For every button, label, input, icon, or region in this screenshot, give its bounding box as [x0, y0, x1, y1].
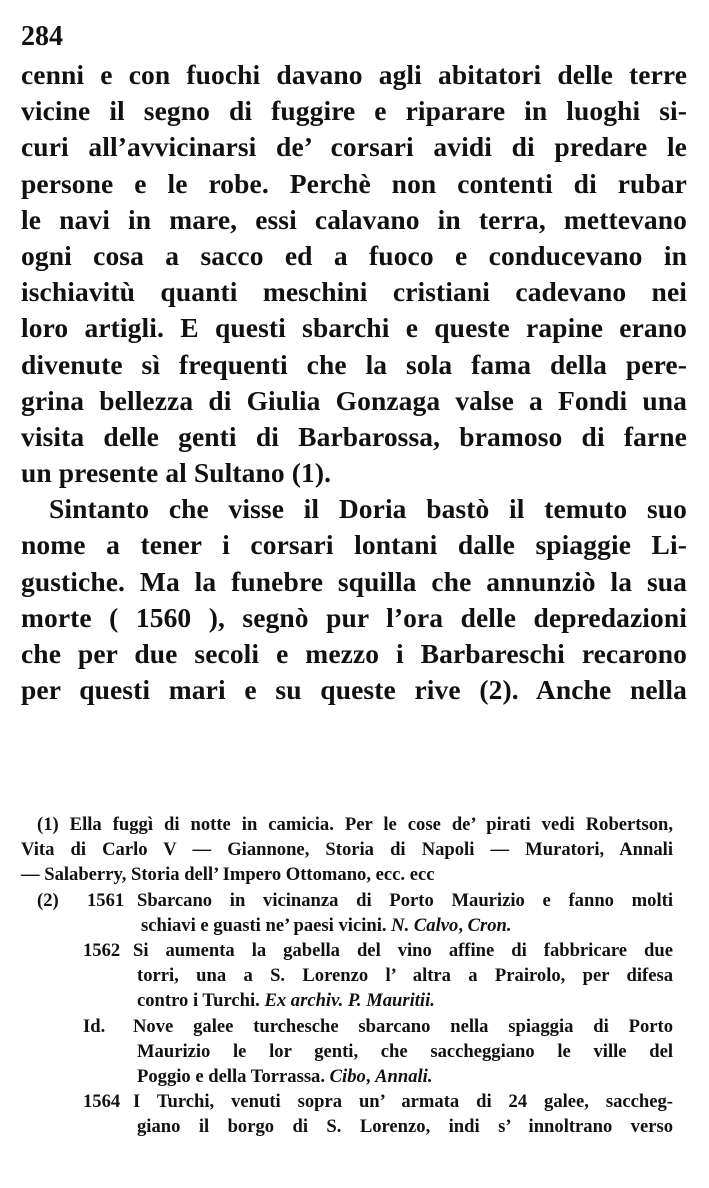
text-line: morte ( 1560 ), segnò pur l’ora delle depredazioni	[21, 601, 687, 633]
text-line: gustiche. Ma la funebre squilla che annunziò la sua	[21, 565, 687, 597]
footnote-2-label: (2)	[37, 889, 59, 911]
footnote-2-entry-1562	[21, 938, 673, 963]
text-line: nome a tener i corsari lontani dalle spiaggie Li-	[21, 529, 687, 561]
text-line: che per due secoli e mezzo i Barbareschi recarono	[21, 638, 687, 669]
entry-text: Sbarcano in vicinanza di Porto Maurizio e fanno molti	[137, 889, 673, 911]
footnote-2-entry-id	[21, 1014, 673, 1039]
entry-year: 1564	[83, 1091, 121, 1113]
text-line: vicine il segno di fuggire e riparare in luoghi si-	[21, 95, 687, 127]
citation: N. Calvo	[391, 914, 459, 936]
text-line: ogni cosa a sacco ed a fuoco e conducevano in	[21, 239, 687, 271]
footnote-2-line	[21, 1064, 673, 1089]
entry-text: I Turchi, venuti sopra un’ armata di 24 galee, saccheg-	[133, 1091, 673, 1113]
text-line: le navi in mare, essi calavano in terra, mettevano	[21, 203, 687, 235]
entry-text: Nove galee turchesche sbarcano nella spiaggia di Porto	[133, 1015, 673, 1037]
text-line: ischiavitù quanti meschini cristiani cadevano nei	[21, 276, 687, 308]
citation: Cron.	[467, 914, 512, 936]
citation: Ex archiv. P. Mauritii.	[264, 990, 435, 1012]
separator: ,	[458, 914, 468, 936]
footnote-2-entry-1564	[21, 1089, 673, 1114]
footnote-1-line: (1) Ella fuggì di notte in camicia. Per le cose de’ pirati vedi Robertson,	[37, 814, 673, 835]
text-line: divenute sì frequenti che la sola fama della pere-	[21, 348, 687, 380]
footnote-2-line: giano il borgo di S. Lorenzo, indi s’ innoltrano verso	[137, 1116, 673, 1138]
entry-text: Poggio e della Torrassa.	[137, 1065, 330, 1087]
footnote-1-line: Vita di Carlo V — Giannone, Storia di Napoli — Muratori, Annali	[21, 839, 673, 861]
text-line: visita delle genti di Barbarossa, bramoso di farne	[21, 420, 687, 452]
footnote-2-line: torri, una a S. Lorenzo l’ altra a Prairolo, per difesa	[137, 965, 673, 987]
footnote-1-line: — Salaberry, Storia dell’ Impero Ottomano, ecc. ecc	[21, 864, 435, 886]
text-line: per questi mari e su queste rive (2). Anche nella	[21, 674, 687, 706]
entry-year: Id.	[83, 1015, 106, 1037]
footnote-2-line	[21, 988, 673, 1013]
citation: Cibo	[329, 1065, 366, 1087]
text-line: persone e le robe. Perchè non contenti di rubar	[21, 167, 687, 199]
entry-text: contro i Turchi.	[137, 990, 265, 1012]
separator: ,	[365, 1065, 376, 1087]
main-text	[21, 57, 687, 708]
text-line: cenni e con fuochi davano agli abitatori delle terre	[21, 59, 687, 90]
page-number: 284	[21, 21, 63, 52]
footnote-2-line: Maurizio le lor genti, che saccheggiano le ville del	[137, 1040, 673, 1062]
citation: Annali.	[375, 1065, 433, 1087]
footnote-2-line	[21, 913, 673, 938]
text-line: curi all’avvicinarsi de’ corsari avidi di predare le	[21, 131, 687, 163]
text-line: loro artigli. E questi sbarchi e queste rapine erano	[21, 312, 687, 344]
entry-year: 1562	[83, 939, 121, 961]
entry-text: Si aumenta la gabella del vino affine di fabbricare due	[133, 939, 673, 961]
text-line: grina bellezza di Giulia Gonzaga valse a Fondi una	[21, 384, 687, 416]
footnote-2-entry-1561	[21, 888, 673, 913]
entry-text: schiavi e guasti ne’ paesi vicini.	[141, 914, 392, 936]
text-line: Sintanto che visse il Doria bastò il temuto suo	[49, 493, 687, 525]
entry-year: 1561	[87, 889, 125, 911]
footnotes	[21, 812, 673, 1139]
text-line: un presente al Sultano (1).	[21, 457, 332, 489]
